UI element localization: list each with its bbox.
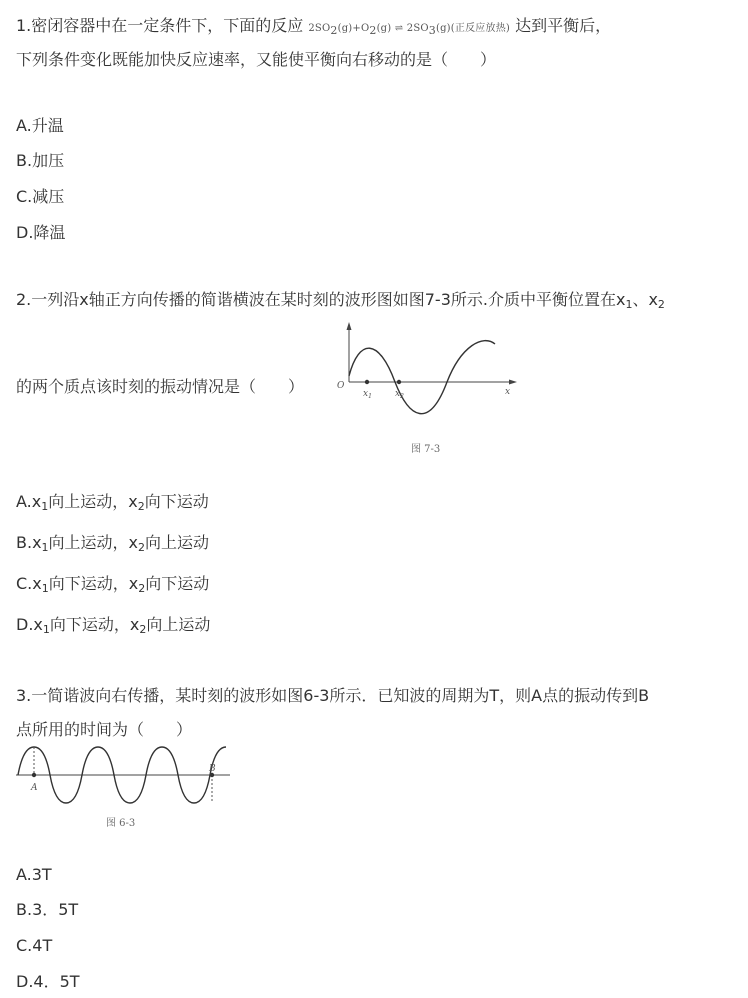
point-x2 bbox=[397, 380, 401, 384]
q3-option-c[interactable]: C.4T bbox=[16, 936, 53, 955]
fig-7-3-caption: 图 7-3 bbox=[411, 444, 441, 455]
q1-stem-suffix: 达到平衡后， bbox=[515, 16, 612, 35]
q2-option-b[interactable]: $B.x_1$向上运动，$x_2$向上运动 bbox=[16, 533, 210, 554]
point-a bbox=[32, 773, 36, 777]
x1-label: $x_1$ bbox=[363, 389, 372, 400]
q1-option-d[interactable]: D.降温 bbox=[16, 223, 66, 242]
y-axis-arrow-icon bbox=[347, 322, 352, 330]
q2-option-d[interactable]: $D.x_1$向下运动，$x_2$向上运动 bbox=[16, 615, 211, 636]
q1-stem-line1 bbox=[16, 15, 611, 40]
q2-option-c[interactable]: $C.x_1$向下运动，$x_2$向下运动 bbox=[16, 574, 210, 595]
point-a-label: A bbox=[31, 783, 38, 793]
point-b-label: B bbox=[209, 764, 216, 774]
x-axis-label: x bbox=[505, 387, 511, 397]
q3-option-a[interactable]: A.3T bbox=[16, 865, 52, 884]
wave-figure-7-3 bbox=[335, 318, 525, 460]
origin-label: O bbox=[337, 381, 345, 391]
q3-stem-line2: 点所用的时间为（ ） bbox=[16, 720, 193, 739]
x2-label: $x_2$ bbox=[395, 389, 404, 400]
q1-stem-prefix: 1.密闭容器中在一定条件下，下面的反应 bbox=[16, 16, 304, 35]
q1-stem-line2: 下列条件变化既能加快反应速率，又能使平衡向右移动的是（ ） bbox=[16, 50, 497, 69]
wave-curve bbox=[349, 341, 495, 414]
fig-6-3-caption: 图 6-3 bbox=[106, 818, 136, 829]
q3-option-b[interactable]: B.3．5T bbox=[16, 900, 79, 919]
q3-stem-line1: 3.一简谐波向右传播，某时刻的波形如图6-3所示．已知波的周期为T，则A点的振动传到B bbox=[16, 686, 650, 705]
q2-option-a[interactable]: $A.x_1$向上运动，$x_2$向下运动 bbox=[16, 492, 209, 513]
wave-figure-6-3 bbox=[16, 742, 234, 832]
equilibrium-arrow-icon: ⇌ bbox=[394, 23, 404, 34]
q1-option-c[interactable]: C.减压 bbox=[16, 187, 65, 206]
q1-reaction-formula: $2SO_2(g)+O_2(g)$ ⇌ $2SO_3(g)$(正反应放热) bbox=[308, 23, 510, 37]
q2-stem-line2: 的两个质点该时刻的振动情况是（ ） bbox=[16, 377, 305, 396]
point-x1 bbox=[365, 380, 369, 384]
q3-option-d[interactable]: D.4．5T bbox=[16, 972, 80, 991]
q1-option-b[interactable]: B.加压 bbox=[16, 151, 65, 170]
q1-option-a[interactable]: A.升温 bbox=[16, 116, 64, 135]
q2-stem-line1: 2.一列沿x轴正方向传播的简谐横波在某时刻的波形图如图7-3所示.介质中平衡位置在$x_1$、$x_2$ bbox=[16, 290, 665, 311]
x-axis-arrow-icon bbox=[509, 380, 517, 385]
